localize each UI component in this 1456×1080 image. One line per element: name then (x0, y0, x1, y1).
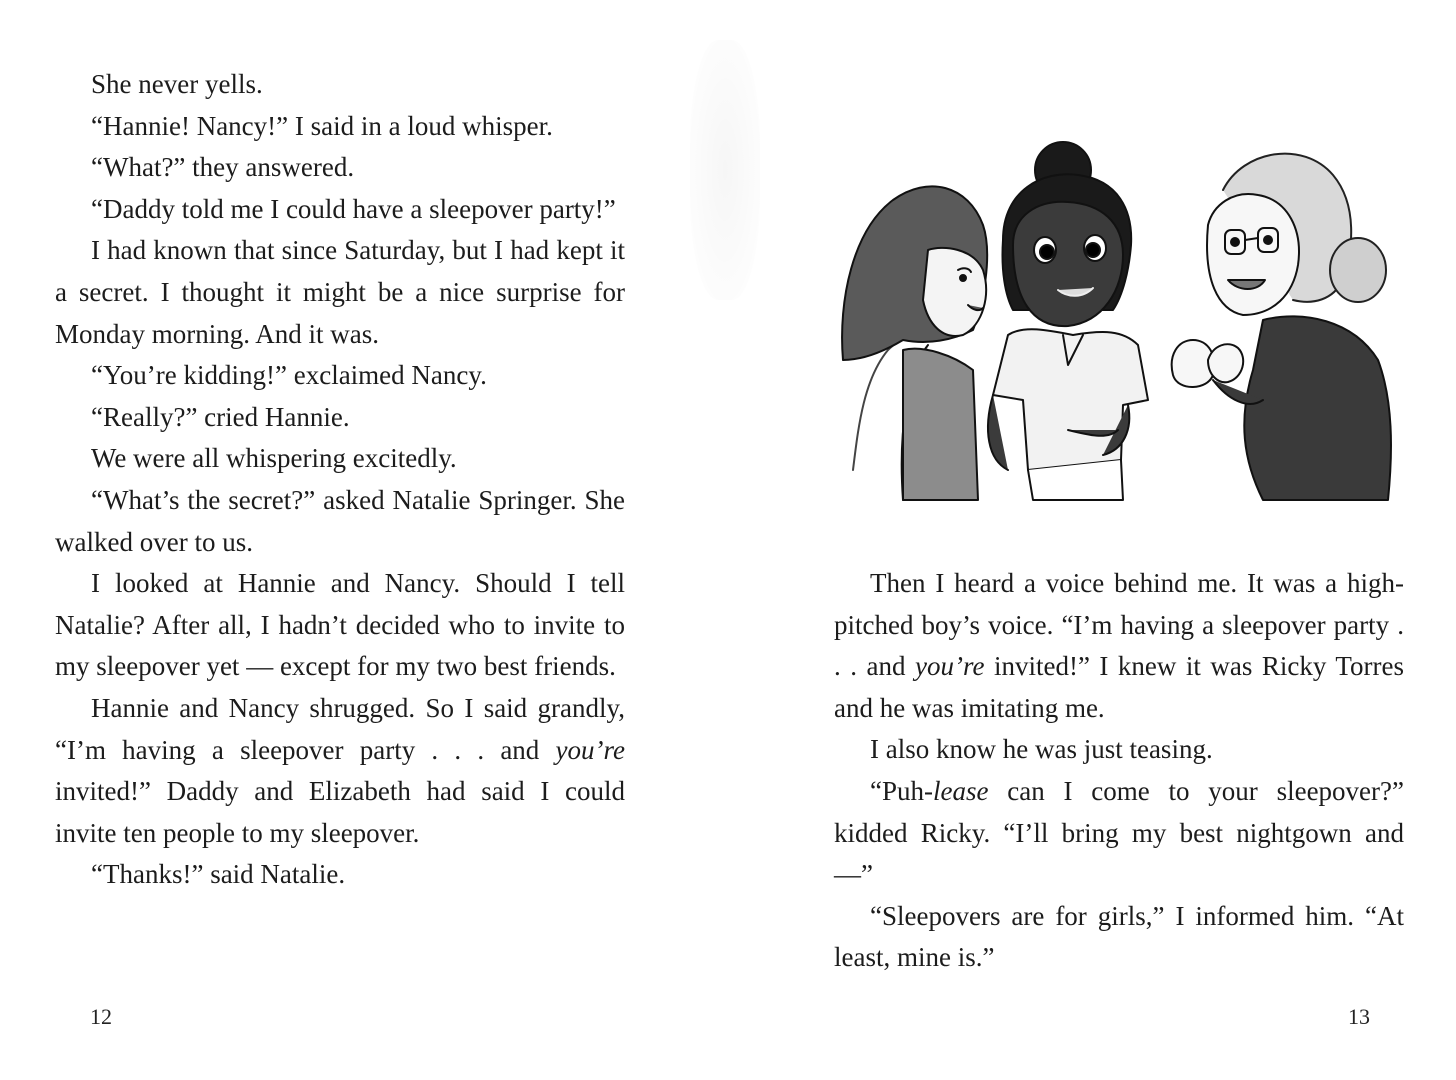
italic-text-run: you’re (915, 651, 985, 682)
italic-text-run: lease (933, 775, 989, 806)
left-page-text (55, 64, 625, 896)
paragraph (55, 64, 625, 106)
paragraph (55, 688, 625, 854)
paragraph (55, 147, 625, 189)
paragraph (55, 854, 625, 896)
text-run: “You’re kidding!” exclaimed Nancy. (91, 360, 487, 391)
text-run: “What’s the secret?” asked Natalie Springer. She walked over to us. (55, 484, 625, 557)
italic-text-run: you’re (555, 734, 625, 765)
text-run: We were all whispering excitedly. (91, 443, 457, 474)
text-run: I looked at Hannie and Nancy. Should I tell Natalie? After all, I hadn’t decided who to invite to my sleepover yet — except for my two best friends. (55, 568, 625, 682)
text-run: invited!” I knew it was Ricky Torres and he was imitating me. (834, 651, 1404, 723)
text-run: “Daddy told me I could have a sleepover party!” (91, 193, 616, 224)
right-page (728, 0, 1456, 1080)
paragraph (55, 438, 625, 480)
paragraph (55, 106, 625, 148)
text-run: can I come to your sleepover?” kidded Ricky. “I’ll bring my best nightgown and —” (834, 775, 1404, 890)
girl-right-figure (1172, 154, 1391, 500)
paragraph (55, 355, 625, 397)
paragraph (834, 563, 1404, 729)
paragraph (55, 230, 625, 355)
three-girls-illustration (833, 130, 1398, 510)
text-run: I had known that since Saturday, but I had kept it a secret. I thought it might be a nice surprise for Monday morning. And it was. (55, 235, 625, 349)
paragraph (834, 896, 1404, 979)
text-run: Then I heard a voice behind me. It was a high-pitched boy’s voice. “I’m having a sleepover party . . . and (834, 568, 1404, 682)
page-number-right: 13 (1348, 1004, 1370, 1029)
paragraph (834, 771, 1404, 896)
text-run: invited!” Daddy and Elizabeth had said I could invite ten people to my sleepover. (55, 776, 625, 848)
text-run: “Really?” cried Hannie. (91, 401, 350, 432)
text-run: “What?” they answered. (91, 152, 355, 183)
paragraph (834, 729, 1404, 771)
girl-left-figure (842, 186, 987, 500)
girl-middle-figure (988, 142, 1148, 500)
text-run: “Hannie! Nancy!” I said in a loud whisper. (91, 110, 553, 141)
text-run: She never yells. (91, 69, 263, 99)
right-page-text (834, 563, 1404, 979)
page-number-left: 12 (90, 1004, 112, 1029)
text-run: Hannie and Nancy shrugged. So I said grandly, “I’m having a sleepover party . . . and (55, 692, 625, 765)
text-run: “Thanks!” said Natalie. (91, 859, 346, 890)
paragraph (55, 189, 625, 231)
paragraph (55, 563, 625, 688)
paragraph (55, 480, 625, 563)
text-run: “Puh- (870, 775, 933, 806)
paragraph (55, 397, 625, 439)
text-run: I also know he was just teasing. (870, 734, 1213, 765)
text-run: “Sleepovers are for girls,” I informed him. “At least, mine is.” (834, 900, 1404, 973)
